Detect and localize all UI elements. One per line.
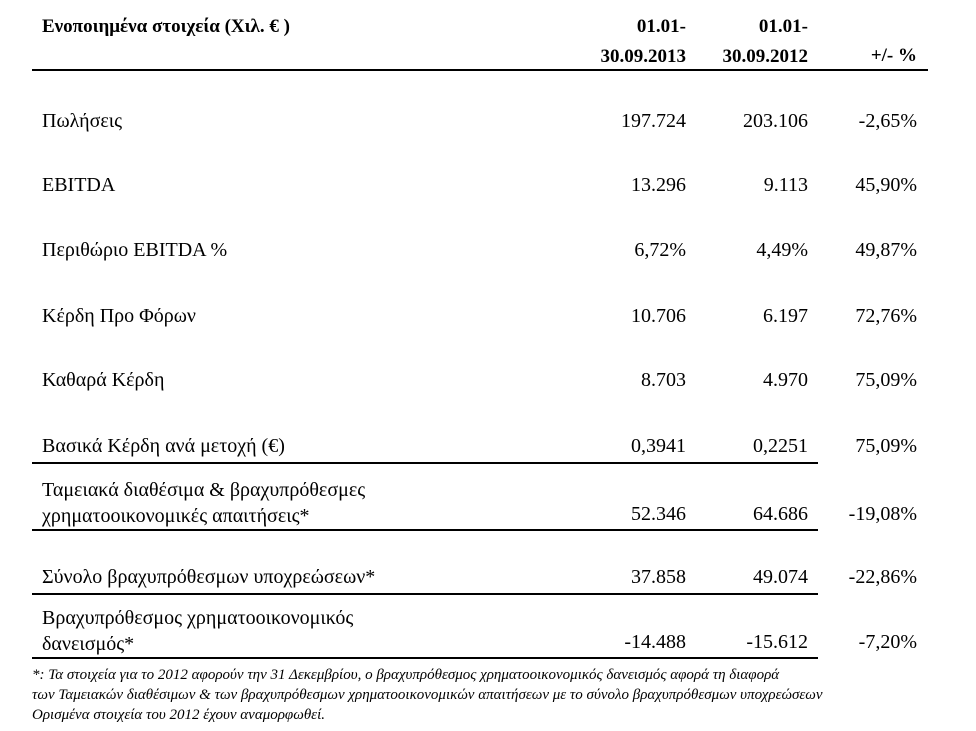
row-label-net-profit: Καθαρά Κέρδη [42,369,165,391]
row-short-borrowing-change: -7,20% [858,631,917,653]
cash-rule [32,529,818,531]
row-pretax-profit-change: 72,76% [855,305,917,327]
row-eps-2012: 0,2251 [753,435,808,457]
row-label-sales: Πωλήσεις [42,110,123,132]
row-short-liabilities-2012: 49.074 [753,566,808,588]
row-eps-2013: 0,3941 [631,435,686,457]
row-short-borrowing-2012: -15.612 [746,631,808,653]
row-label-pretax-profit: Κέρδη Προ Φόρων [42,305,196,327]
row-cash-change: -19,08% [848,503,917,525]
row-label-cash-line1: Ταμειακά διαθέσιμα & βραχυπρόθεσμες [42,479,366,501]
row-ebitda-margin-change: 49,87% [855,239,917,261]
row-cash-2012: 64.686 [753,503,808,525]
row-sales-2012: 203.106 [743,110,808,132]
row-sales-2013: 197.724 [621,110,686,132]
row-label-cash-line2: χρηματοοικονομικές απαιτήσεις* [42,505,310,527]
footnote [32,665,823,725]
borrowing-rule [32,657,818,659]
row-label-short-borrowing [42,605,353,657]
row-label-ebitda: EBITDA [42,174,116,196]
row-pretax-profit-2012: 6.197 [763,305,808,327]
liabilities-rule [32,593,818,595]
footnote-line2: των Ταμειακών διαθέσιμων & των βραχυπρόθεσμων χρηματοοικονομικών απαιτήσεων με το σύνολο βραχυπρόθεσμων υποχρεώσεων [32,687,823,703]
row-ebitda-margin-2013: 6,72% [634,239,686,261]
column-header-2012 [723,12,809,72]
row-ebitda-2012: 9.113 [763,174,808,196]
row-net-profit-2012: 4.970 [763,369,808,391]
column-header-2013-line2: 30.09.2013 [600,46,686,67]
column-header-2012-line1: 01.01- [758,16,808,37]
row-ebitda-change: 45,90% [855,174,917,196]
column-header-2013 [601,12,687,72]
row-short-liabilities-change: -22,86% [848,566,917,588]
eps-rule [32,462,818,464]
row-label-cash [42,477,365,529]
column-header-change: +/- % [870,45,917,66]
row-label-ebitda-margin: Περιθώριο EBITDA % [42,239,228,261]
row-label-eps: Βασικά Κέρδη ανά μετοχή (€) [42,435,285,457]
row-short-liabilities-2013: 37.858 [631,566,686,588]
row-cash-2013: 52.346 [631,503,686,525]
column-header-2012-line2: 30.09.2012 [722,46,808,67]
row-ebitda-margin-2012: 4,49% [756,239,808,261]
row-eps-change: 75,09% [855,435,917,457]
row-label-short-borrowing-line1: Βραχυπρόθεσμος χρηματοοικονομικός [42,607,354,629]
footnote-line3: Ορισμένα στοιχεία του 2012 έχουν αναμορφωθεί. [32,707,326,723]
table-title: Ενοποιημένα στοιχεία (Χιλ. € ) [42,16,290,37]
row-ebitda-2013: 13.296 [631,174,686,196]
row-net-profit-change: 75,09% [855,369,917,391]
row-sales-change: -2,65% [858,110,917,132]
header-rule [32,69,928,71]
row-label-short-borrowing-line2: δανεισμός* [42,633,135,655]
row-short-borrowing-2013: -14.488 [624,631,686,653]
column-header-2013-line1: 01.01- [636,16,686,37]
row-net-profit-2013: 8.703 [641,369,686,391]
row-pretax-profit-2013: 10.706 [631,305,686,327]
row-label-short-liabilities: Σύνολο βραχυπρόθεσμων υποχρεώσεων* [42,566,376,588]
footnote-line1: *: Τα στοιχεία για το 2012 αφορούν την 31 Δεκεμβρίου, ο βραχυπρόθεσμος χρηματοοικονομικός δανεισμός αφορά τη διαφορά [32,667,780,683]
